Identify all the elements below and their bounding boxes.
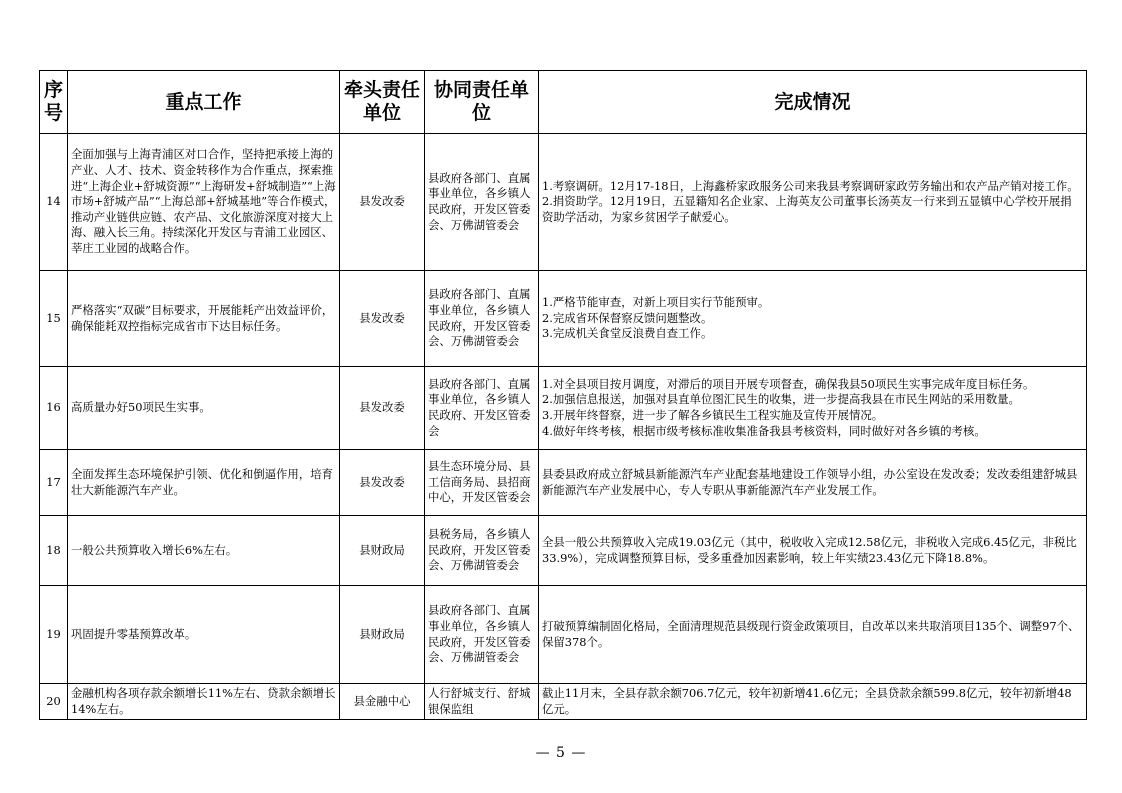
header-co-units: 协同责任单位 — [425, 71, 539, 134]
co-units: 县税务局，各乡镇人民政府，开发区管委会、万佛湖管委会 — [425, 516, 539, 586]
row-number: 17 — [40, 450, 68, 516]
table-row — [40, 586, 1087, 684]
status-line: 1.对全县项目按月调度，对滞后的项目开展专项督查，确保我县50项民生实事完成年度目标任务。 — [542, 376, 1035, 391]
lead-unit: 县金融中心 — [340, 684, 425, 720]
row-number: 19 — [40, 586, 68, 684]
table-row — [40, 367, 1087, 450]
table-row — [40, 271, 1087, 367]
table-header-row — [40, 71, 1087, 134]
status-line: 3.完成机关食堂反浪费自查工作。 — [542, 326, 713, 341]
status-line: 2.完成省环保督察反馈问题整改。 — [542, 310, 713, 325]
completion-status — [539, 271, 1087, 367]
co-units: 县生态环境分局、县工信商务局、县招商中心，开发区管委会 — [425, 450, 539, 516]
completion-status — [539, 367, 1087, 450]
key-task: 金融机构各项存款余额增长11%左右、贷款余额增长14%左右。 — [68, 684, 340, 720]
table-row — [40, 134, 1087, 271]
table-row — [40, 516, 1087, 586]
status-line: 1.考察调研。12月17-18日，上海鑫桥家政服务公司来我县考察调研家政劳务输出和农产品产销对接工作。 — [542, 178, 1079, 193]
row-number: 14 — [40, 134, 68, 271]
completion-status — [539, 450, 1087, 516]
header-no: 序号 — [40, 71, 68, 134]
row-number: 16 — [40, 367, 68, 450]
lead-unit: 县发改委 — [340, 134, 425, 271]
co-units: 县政府各部门、直属事业单位，各乡镇人民政府，开发区管委会、万佛湖管委会 — [425, 271, 539, 367]
status-line: 全县一般公共预算收入完成19.03亿元（其中，税收收入完成12.58亿元，非税收入完成6.45亿元，非税比33.9%），完成调整预算目标，受多重叠加因素影响，较上年实绩23.43亿元下降18.8%。 — [542, 534, 1077, 565]
table-row — [40, 450, 1087, 516]
key-task: 严格落实“双碳”目标要求，开展能耗产出效益评价，确保能耗双控指标完成省市下达目标任务。 — [68, 271, 340, 367]
completion-status — [539, 516, 1087, 586]
lead-unit: 县财政局 — [340, 586, 425, 684]
co-units: 县政府各部门、直属事业单位，各乡镇人民政府，开发区管委会、万佛湖管委会 — [425, 586, 539, 684]
work-progress-table — [39, 70, 1087, 720]
page-number: — 5 — — [535, 745, 587, 761]
lead-unit: 县发改委 — [340, 450, 425, 516]
key-task: 全面发挥生态环境保护引领、优化和倒逼作用，培育壮大新能源汽车产业。 — [68, 450, 340, 516]
row-number: 18 — [40, 516, 68, 586]
status-line: 截止11月末，全县存款余额706.7亿元，较年初新增41.6亿元；全县贷款余额599.8亿元，较年初新增48亿元。 — [542, 685, 1072, 716]
key-task: 全面加强与上海青浦区对口合作，坚持把承接上海的产业、人才、技术、资金转移作为合作重点，探索推进“上海企业+舒城资源”“上海研发+舒城制造”“上海市场+舒城产品”“上海总部+舒城基地”等合作模式，推动产业链供应链、农产品、文化旅游深度对接大上海、融入长三角。持续深化开发区与青浦工业园区、莘庄工业园的战略合作。 — [68, 134, 340, 271]
co-units: 人行舒城支行、舒城银保监组 — [425, 684, 539, 720]
completion-status — [539, 684, 1087, 720]
key-task: 巩固提升零基预算改革。 — [68, 586, 340, 684]
key-task: 高质量办好50项民生实事。 — [68, 367, 340, 450]
header-task: 重点工作 — [68, 71, 340, 134]
header-status: 完成情况 — [539, 71, 1087, 134]
status-line: 2.加强信息报送，加强对县直单位图汇民生的收集，进一步提高我县在市民生网站的采用数量。 — [542, 392, 1020, 407]
lead-unit: 县财政局 — [340, 516, 425, 586]
status-line: 2.捐资助学。12月19日，五显籍知名企业家、上海英友公司董事长汤英友一行来到五显镇中心学校开展捐资助学活动，为家乡贫困学子献爱心。 — [542, 194, 1072, 224]
lead-unit: 县发改委 — [340, 367, 425, 450]
key-task: 一般公共预算收入增长6%左右。 — [68, 516, 340, 586]
status-line: 4.做好年终考核，根据市级考核标准收集准备我县考核资料，同时做好对各乡镇的考核。 — [542, 423, 986, 438]
completion-status — [539, 134, 1087, 271]
completion-status — [539, 586, 1087, 684]
status-line: 打破预算编制固化格局，全面清理规范县级现行资金政策项目，自改革以来共取消项目135个、调整97个、保留378个。 — [542, 618, 1080, 649]
lead-unit: 县发改委 — [340, 271, 425, 367]
co-units: 县政府各部门、直属事业单位，各乡镇人民政府，开发区管委会、万佛湖管委会 — [425, 134, 539, 271]
status-line: 县委县政府成立舒城县新能源汽车产业配套基地建设工作领导小组，办公室设在发改委；发改委组建舒城县新能源汽车产业发展中心，专人专职从事新能源汽车产业发展工作。 — [542, 466, 1078, 497]
row-number: 15 — [40, 271, 68, 367]
status-line: 3.开展年终督察，进一步了解各乡镇民生工程实施及宣传开展情况。 — [542, 408, 884, 422]
table-row — [40, 684, 1087, 720]
header-lead-unit: 牵头责任单位 — [340, 71, 425, 134]
co-units: 县政府各部门、直属事业单位，各乡镇人民政府、开发区管委会 — [425, 367, 539, 450]
row-number: 20 — [40, 684, 68, 720]
status-line: 1.严格节能审查，对新上项目实行节能预审。 — [542, 295, 770, 310]
